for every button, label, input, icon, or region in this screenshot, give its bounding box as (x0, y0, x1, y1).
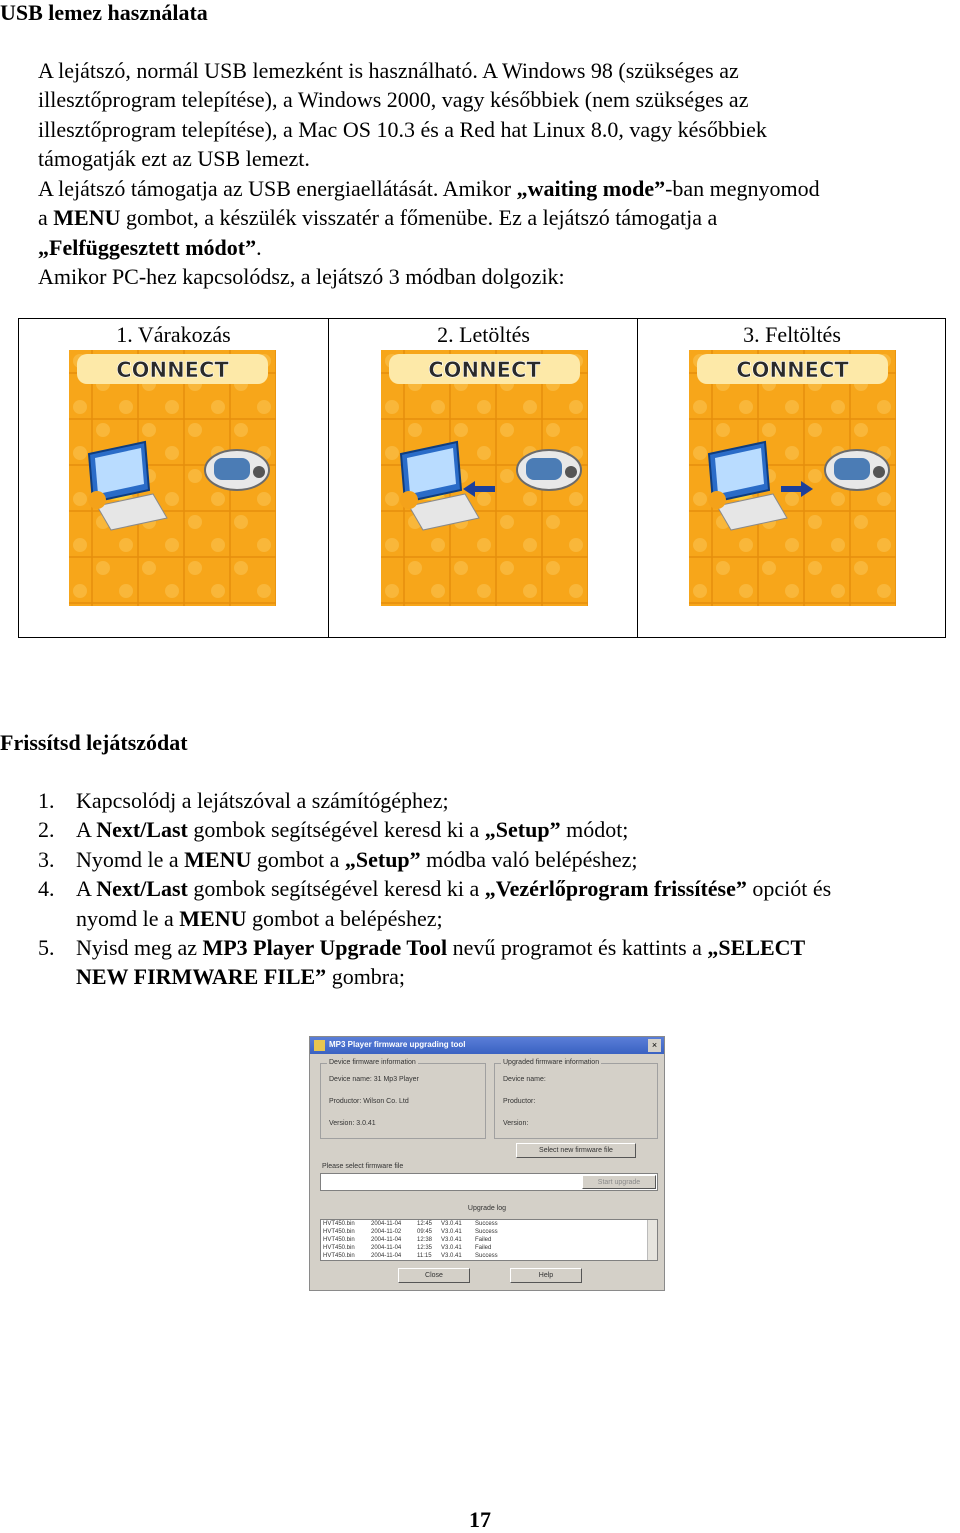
text-line: illesztőprogram telepítése), a Windows 2000, vagy későbbiek (nem szükséges az (38, 87, 749, 113)
mode-label: 2. Letöltés (437, 322, 530, 347)
player-icon (205, 450, 269, 490)
connect-screen-graphic (689, 350, 896, 606)
mode-cell-download (328, 319, 638, 637)
list-item: 1. Kapcsolódj a lejátszóval a számítógéphez; (38, 788, 449, 813)
log-row: HVT450.bin 2004-11-04 11:15 V3.0.41 Success (323, 1253, 498, 1259)
connect-text: CONNECT (116, 358, 229, 382)
upgraded-firmware-group (494, 1059, 658, 1139)
player-icon (825, 450, 889, 490)
usb-intro-paragraph (38, 56, 953, 174)
log-row: HVT450.bin 2004-11-04 12:35 V3.0.41 Failed (323, 1245, 492, 1251)
section-title-upgrade: Frissítsd lejátszódat (0, 730, 188, 755)
close-icon[interactable]: × (648, 1039, 661, 1052)
device-name-value: Device name: (503, 1076, 546, 1083)
upgrade-log-list[interactable] (320, 1219, 658, 1261)
productor-value: Productor: Wilson Co. Ltd (329, 1098, 409, 1105)
page-number: 17 (469, 1507, 491, 1532)
list-item: 4. A Next/Last gombok segítségével keresd ki a „Vezérlőprogram frissítése” opciót és nyomd le a MENU gombot a belépéshez; (38, 876, 832, 931)
text-line: Amikor PC-hez kapcsolódsz, a lejátszó 3 módban dolgozik: (38, 264, 565, 289)
mode-cell-waiting (19, 319, 328, 637)
log-scrollbar[interactable] (647, 1220, 657, 1260)
mode-label: 3. Feltöltés (743, 322, 841, 347)
connect-screen-upload (689, 350, 896, 606)
mode-cell-upload (637, 319, 946, 637)
text-line: „Felfüggesztett módot”. (38, 234, 262, 260)
select-file-label: Please select firmware file (322, 1163, 404, 1170)
productor-value: Productor: (503, 1098, 536, 1105)
log-row: HVT450.bin 2004-11-02 09:45 V3.0.41 Success (323, 1229, 498, 1235)
text-line: a MENU gombot, a készülék visszatér a főmenübe. Ez a lejátszó támogatja a (38, 205, 718, 231)
version-value: Version: (503, 1120, 529, 1127)
window-titlebar[interactable] (310, 1037, 664, 1054)
connect-screen-waiting (69, 350, 276, 606)
mode-label: 1. Várakozás (116, 322, 231, 347)
log-row: HVT450.bin 2004-11-04 12:38 V3.0.41 Failed (323, 1237, 492, 1243)
list-item: 2. A Next/Last gombok segítségével keresd ki a „Setup” módot; (38, 817, 629, 843)
connect-screen-download (381, 350, 588, 606)
player-icon (517, 450, 581, 490)
modes-table (18, 318, 946, 638)
connect-text: CONNECT (736, 358, 849, 382)
usb-power-paragraph (38, 174, 953, 262)
window-title: MP3 Player firmware upgrading tool (329, 1040, 466, 1049)
list-item: 5. Nyisd meg az MP3 Player Upgrade Tool nevű programot és kattints a „SELECT NEW FIRMWARE FILE” gombra; (38, 935, 806, 990)
device-name-value: Device name: 31 Mp3 Player (329, 1076, 419, 1083)
usb-modes-intro (38, 262, 953, 291)
log-row: HVT450.bin 2004-11-04 12:45 V3.0.41 Success (323, 1221, 498, 1227)
select-firmware-button[interactable]: Select new firmware file (516, 1143, 636, 1158)
text-line: A lejátszó, normál USB lemezként is használható. A Windows 98 (szükséges az (38, 58, 739, 83)
text-line: támogatják ezt az USB lemezt. (38, 146, 310, 172)
group-title: Device firmware information (329, 1059, 416, 1066)
upgrade-steps-list (38, 786, 958, 992)
list-item: 3. Nyomd le a MENU gombot a „Setup” módba való belépéshez; (38, 846, 638, 872)
text-line: illesztőprogram telepítése), a Mac OS 10.3 és a Red hat Linux 8.0, vagy későbbiek (38, 116, 767, 142)
connect-text: CONNECT (428, 358, 541, 382)
group-title: Upgraded firmware information (503, 1059, 600, 1066)
text-line: A lejátszó támogatja az USB energiaellátását. Amikor „waiting mode”-ban megnyomod (38, 176, 820, 201)
close-button[interactable]: Close (398, 1268, 470, 1283)
upgrade-tool-window (309, 1036, 665, 1291)
section-title-usb: USB lemez használata (0, 0, 208, 25)
upgrade-log-label: Upgrade log (467, 1205, 507, 1212)
connect-screen-graphic (381, 350, 588, 606)
connect-screen-graphic (69, 350, 276, 606)
device-firmware-group (320, 1059, 486, 1139)
start-upgrade-button[interactable]: Start upgrade (582, 1175, 656, 1189)
app-icon (314, 1040, 325, 1051)
help-button[interactable]: Help (510, 1268, 582, 1283)
version-value: Version: 3.0.41 (329, 1120, 376, 1127)
